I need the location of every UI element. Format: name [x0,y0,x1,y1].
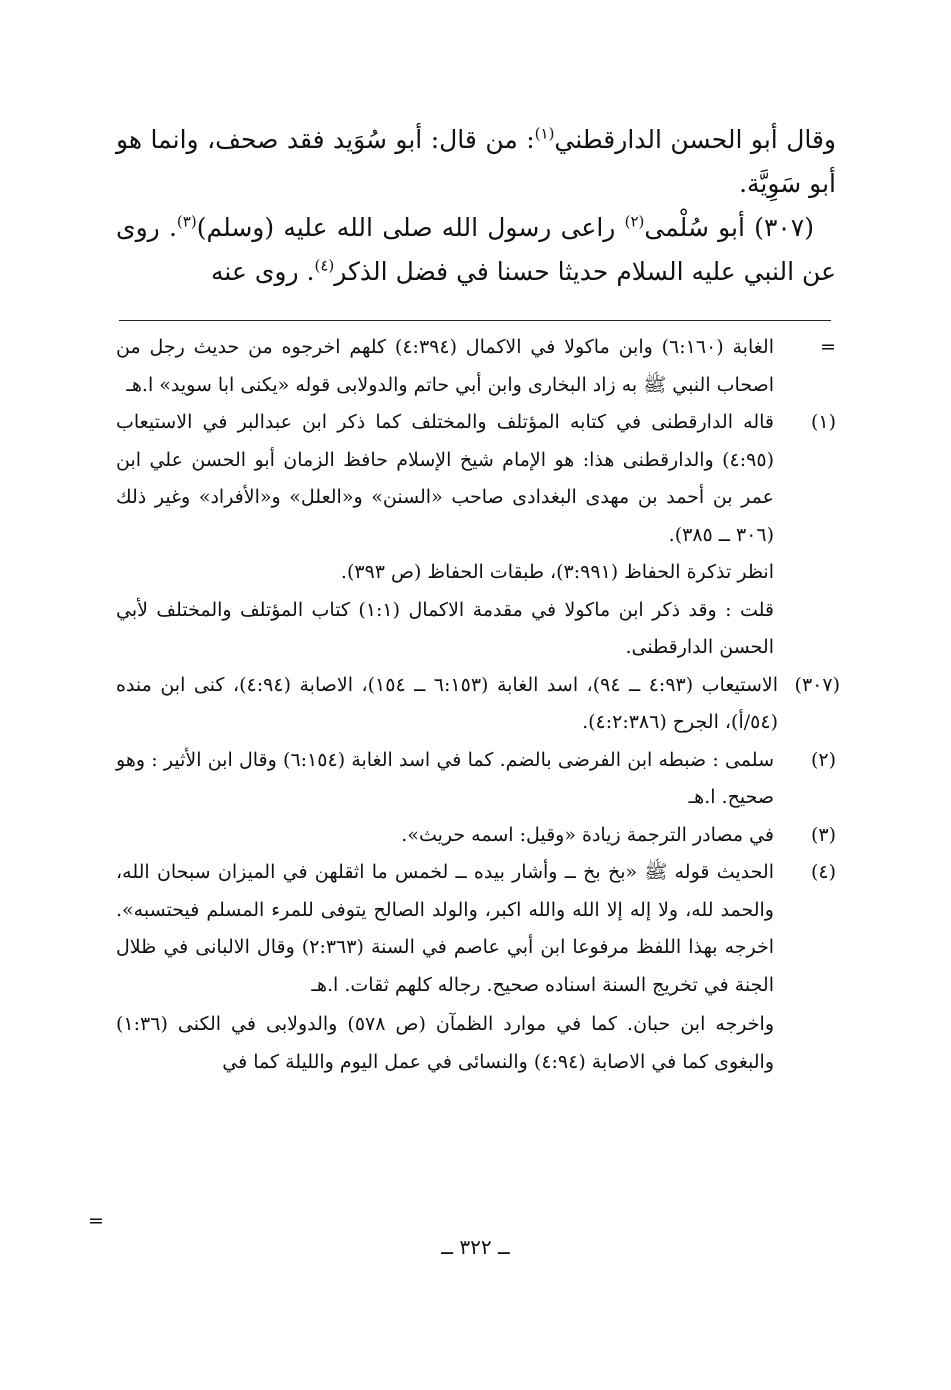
main-text-block [116,118,836,294]
footnote-2 [116,742,836,817]
footnote-307-text: الاستيعاب (٤:٩٣ ــ ٩٤)، اسد الغابة (٦:١٥٣ ــ ١٥٤)، الاصابة (٤:٩٤)، كنى ابن منده (٥٤/أ)، الجرح (٤:٢:٣٨٦). [116,673,779,733]
footnote-1 [116,404,836,667]
footnote-ref-3: (٣) [176,212,197,231]
footnote-3 [116,817,836,855]
footnote-continues-marker: = [88,1210,104,1232]
footnote-1-para-1: قاله الدارقطنى في كتابه المؤتلف والمختلف كما ذكر ابن عبدالبر في الاستيعاب (٤:٩٥) والدارقطنى هذا: هو الإمام شيخ الإسلام حافظ الزمان أبو الحسن علي ابن عمر بن أحمد بن مهدى البغدادى صاحب «السنن» و«العلل» و«الأفراد» وغير ذلك (٣٠٦ ــ ٣٨٥). [116,411,774,546]
footnote-307 [116,667,840,742]
footnote-4-marker: (٤) [810,861,836,883]
paragraph1-rest: : من قال: أبو سُوَيد فقد صحف، وانما هو أبو سَوِيَّة. [116,125,836,198]
footnote-3-body [116,817,774,855]
footnote-4 [116,854,836,1081]
footnote-1-para-2: انظر تذكرة الحفاظ (٣:٩٩١)، طبقات الحفاظ (ص ٣٩٣). [340,561,774,583]
entry-307 [116,206,836,294]
footnote-4-body [116,854,774,1081]
footnote-continued [116,329,836,404]
footnote-cont-text: الغابة (٦:١٦٠) وابن ماكولا في الاكمال (٤:٣٩٤) كلهم اخرجوه من حديث رجل من اصحاب النبي ﷺ به زاد البخارى وابن أبي حاتم والدولابى قوله «يكنى ابا سويد» ا.هـ [116,336,774,396]
footnote-3-text: في مصادر الترجمة زيادة «وقيل: اسمه حريث». [401,823,774,846]
footnote-ref-4: (٤) [314,256,335,275]
footnote-2-text: سلمى : ضبطه ابن الفرضى بالضم. كما في اسد الغابة (٦:١٥٤) وقال ابن الأثير : وهو صحيح. ا.هـ [116,748,774,808]
footnote-4-para-2: واخرجه ابن حبان. كما في موارد الظمآن (ص ٥٧٨) والدولابى في الكنى (١:٣٦) والبغوى كما في الاصابة (٤:٩٤) والنسائى في عمل اليوم والليلة كما في [116,1013,774,1073]
footnote-1-para-3: قلت : وقد ذكر ابن ماكولا في مقدمة الاكمال (١:١) كتاب المؤتلف والمختلف لأبي الحسن الدارقطنى. [116,598,774,658]
entry-name: أبو سُلْمى [644,213,755,242]
paragraph-daraqutni [116,118,836,206]
footnote-cont-body [116,329,774,404]
footnotes-block [116,329,840,1081]
paragraph1-text: وقال أبو الحسن الدارقطني [554,125,837,154]
footnote-ref-2: (٢) [624,212,645,231]
footnote-cont-marker: = [820,336,836,358]
footnote-307-marker: (٣٠٧) [794,673,840,696]
footnote-4-para-1: الحديث قوله ﷺ «بخ بخ ــ وأشار بيده ــ لخمس ما اثقلهن في الميزان سبحان الله، والحمد لله، ولا إله إلا الله والله اكبر، والولد الصالح يتوفى للمرء المسلم فيحتسبه». اخرجه بهذا اللفظ مرفوعا ابن أبي عاصم في السنة (٢:٣٦٣) وقال الالبانى في ظلال الجنة في تخريج السنة اسناده صحيح. رجاله كلهم ثقات. ا.هـ [116,861,775,996]
entry-number: (٣٠٧) [754,213,814,242]
footnote-2-marker: (٢) [810,748,836,771]
entry-text-3: . روى عنه [211,257,315,286]
footnote-307-body [116,667,778,742]
entry-text: راعى رسول الله صلى الله عليه (وسلم) [196,213,625,242]
footnote-1-body [116,404,774,667]
footnote-separator [119,320,831,321]
footnote-3-marker: (٣) [810,823,836,846]
page-number: ــ ٣٢٢ ــ [441,1235,510,1259]
footnote-1-marker: (١) [810,411,836,433]
footnote-2-body [116,742,774,817]
entry-text-2: . روى عن النبي عليه السلام حديثا حسنا في فضل الذكر [116,213,836,286]
footnote-ref-1: (١) [534,124,555,143]
